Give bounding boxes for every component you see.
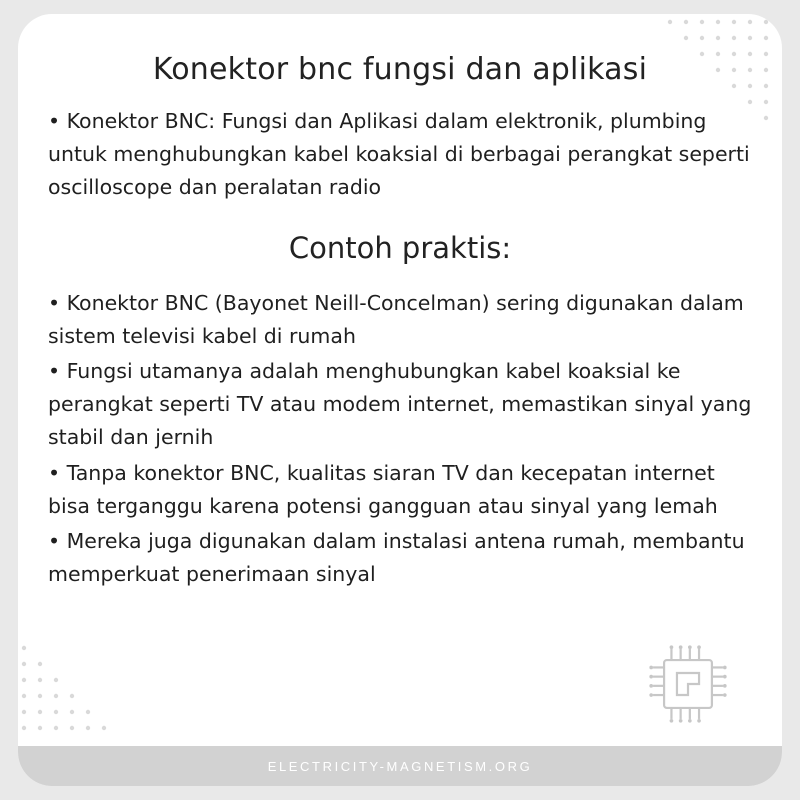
list-item: • Fungsi utamanya adalah menghubungkan kabel koaksial ke perangkat seperti TV atau modem internet, memastikan sinyal yang stabil dan jernih xyxy=(48,359,752,450)
dot-pattern-icon xyxy=(18,632,128,752)
microchip-icon xyxy=(642,638,734,730)
intro-paragraph: • Konektor BNC: Fungsi dan Aplikasi dalam elektronik, plumbing untuk menghubungkan kabel koaksial di berbagai perangkat seperti oscilloscope dan peralatan radio xyxy=(48,109,750,200)
page-title: Konektor bnc fungsi dan aplikasi xyxy=(152,52,648,87)
list-item: • Tanpa konektor BNC, kualitas siaran TV dan kecepatan internet bisa terganggu karena potensi gangguan atau sinyal yang lemah xyxy=(48,460,718,518)
section-subtitle: Contoh praktis: xyxy=(288,230,512,265)
footer-bar xyxy=(18,746,782,786)
poster-content xyxy=(18,14,782,593)
list-item: • Mereka juga digunakan dalam instalasi antena rumah, membantu memperkuat penerimaan sinyal xyxy=(48,529,745,587)
bullet-list xyxy=(48,287,752,592)
footer-site-label: ELECTRICITY-MAGNETISM.ORG xyxy=(267,758,533,774)
poster-inner xyxy=(18,14,782,786)
list-item: • Konektor BNC (Bayonet Neill-Concelman) sering digunakan dalam sistem televisi kabel di rumah xyxy=(48,290,744,348)
